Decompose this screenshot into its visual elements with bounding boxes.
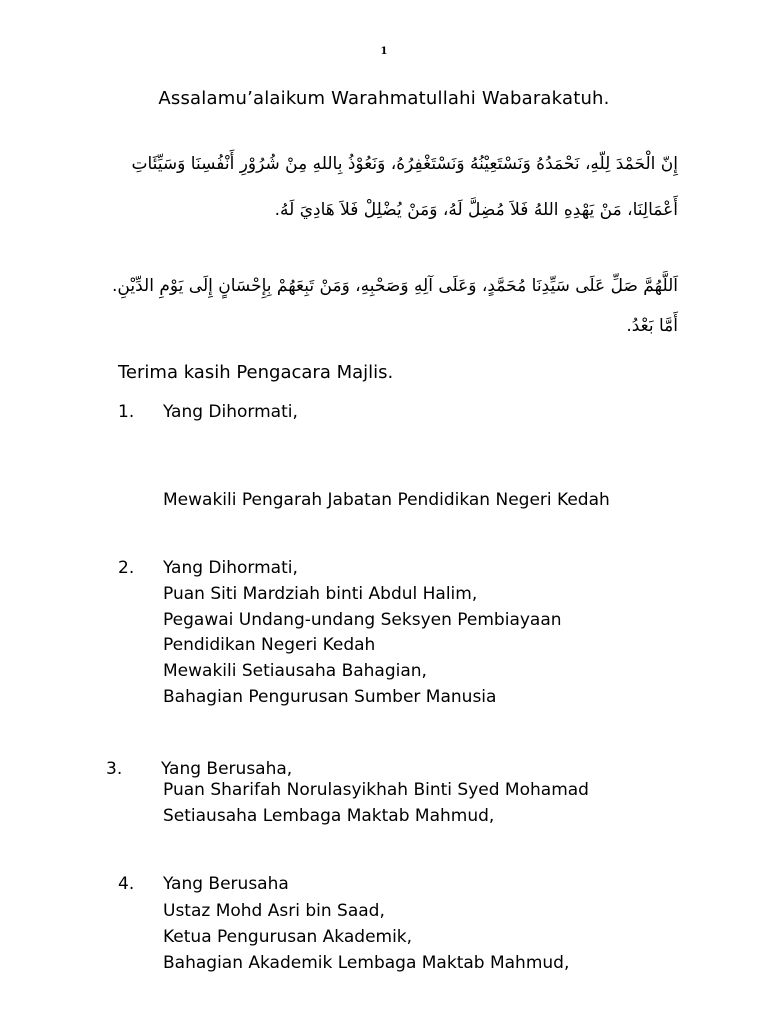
item-line: Yang Dihormati, xyxy=(163,558,298,578)
arabic-opening-line-2: أَعْمَالِنَا، مَنْ يَهْدِهِ اللهُ فَلاَ مُضِلَّ لَهُ، وَمَنْ يُضْلِلْ فَلاَ هَادِيَ لَهُ. xyxy=(274,200,678,220)
item-line: Yang Dihormati, xyxy=(163,402,298,422)
greeting-heading: Assalamu’alaikum Warahmatullahi Wabarakatuh. xyxy=(158,88,610,109)
item-number: 3. xyxy=(106,759,123,779)
item-number: 1. xyxy=(118,402,135,422)
item-line: Bahagian Pengurusan Sumber Manusia xyxy=(163,687,497,707)
item-number: 4. xyxy=(118,874,135,894)
item-line: Mewakili Setiausaha Bahagian, xyxy=(163,661,427,681)
item-line: Yang Berusaha, xyxy=(161,759,293,779)
item-line: Yang Berusaha xyxy=(163,874,289,894)
item-number: 2. xyxy=(118,558,135,578)
arabic-salawat-line: اَللَّهُمَّ صَلِّ عَلَى سَيِّدِنَا مُحَمَّدٍ، وَعَلَى آلِهِ وَصَحْبِهِ، وَمَنْ تَبِعَهُمْ بِإِحْسَانٍ إِلَى يَوْمِ الدِّيْنِ. xyxy=(112,276,678,296)
item-line: Ketua Pengurusan Akademik, xyxy=(163,927,413,947)
item-line: Pendidikan Negeri Kedah xyxy=(163,635,376,655)
page-number: 1 xyxy=(380,46,388,57)
arabic-opening-line-1: إِنّ الْحَمْدَ لِلّهِ، نَحْمَدُهُ وَنَسْتَعِيْنُهُ وَنَسْتَغْفِرُهُ، وَنَعُوْذُ بِاللهِ مِنْ شُرُوْرِ أَنْفُسِنَا وَسَيِّئَاتِ xyxy=(131,154,678,174)
item-line: Setiausaha Lembaga Maktab Mahmud, xyxy=(163,806,495,826)
item-line: Puan Siti Mardziah binti Abdul Halim, xyxy=(163,584,478,604)
item-line: Ustaz Mohd Asri bin Saad, xyxy=(163,901,385,921)
item-line: Pegawai Undang-undang Seksyen Pembiayaan xyxy=(163,610,562,630)
item-line: Puan Sharifah Norulasyikhah Binti Syed Mohamad xyxy=(163,780,589,800)
item-line: Bahagian Akademik Lembaga Maktab Mahmud, xyxy=(163,953,570,973)
intro-line: Terima kasih Pengacara Majlis. xyxy=(118,362,394,383)
arabic-amma-badu: أَمَّا بَعْدُ. xyxy=(626,316,678,336)
item-line: Mewakili Pengarah Jabatan Pendidikan Negeri Kedah xyxy=(163,490,610,510)
